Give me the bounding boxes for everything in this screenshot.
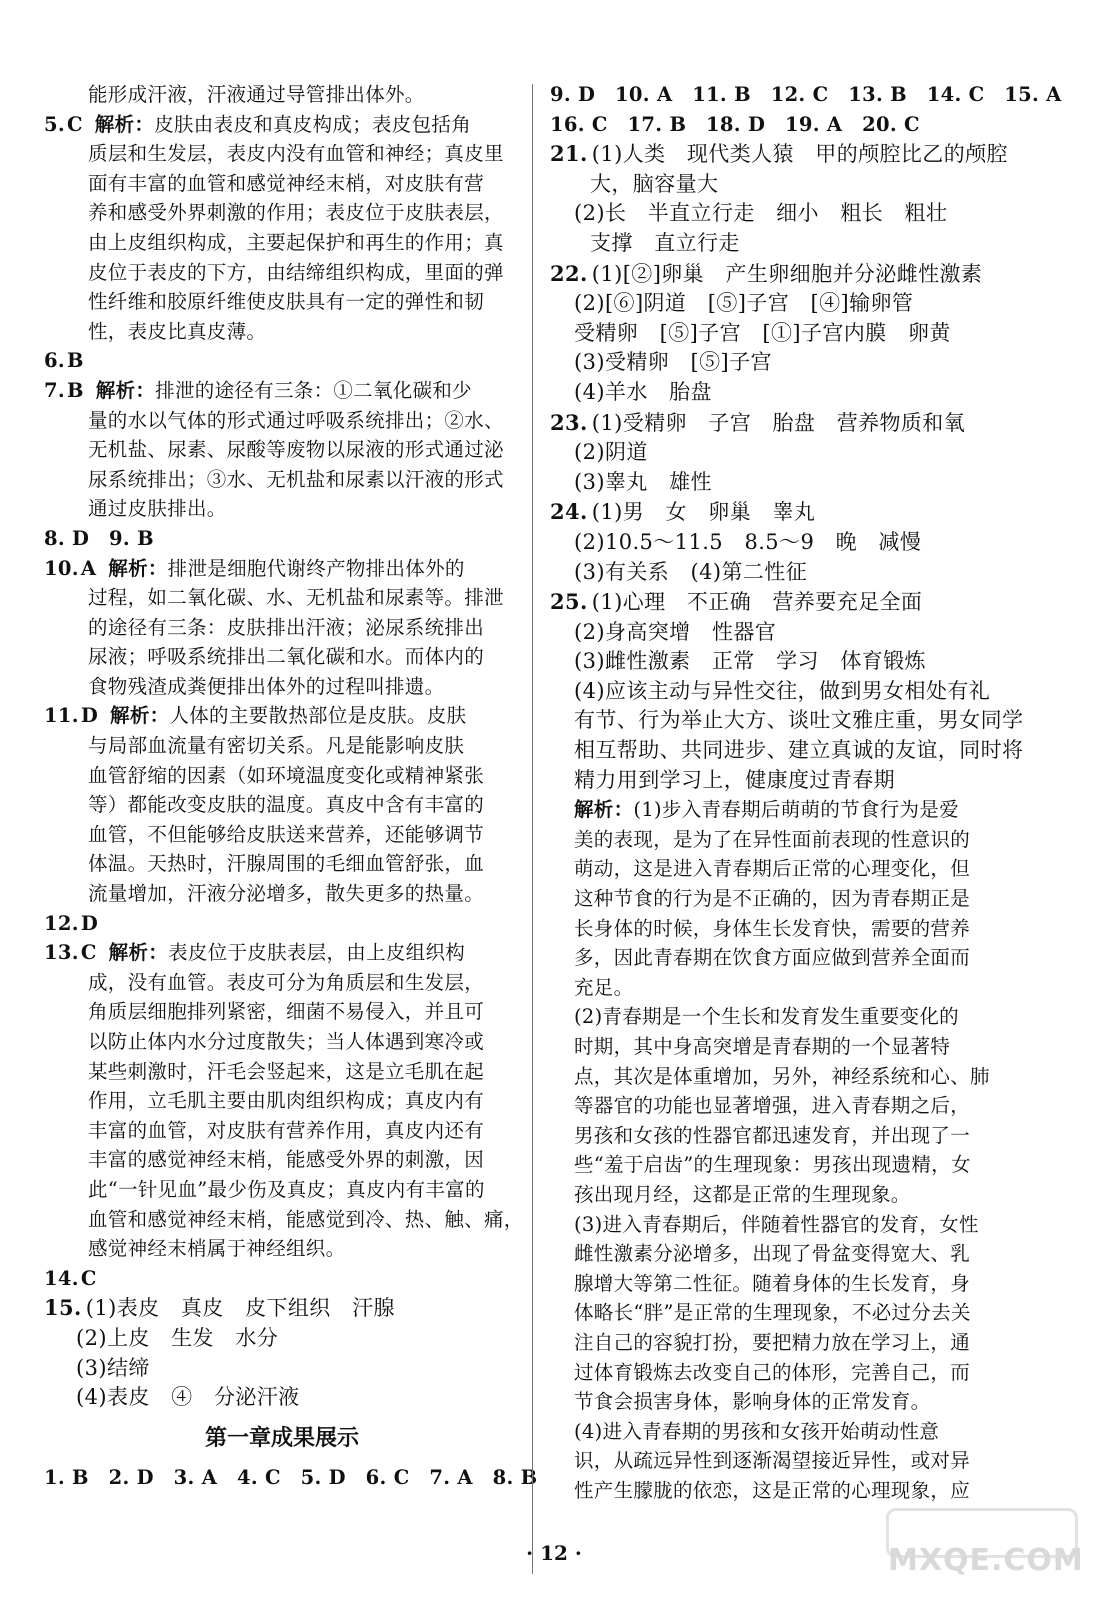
text-line <box>44 524 520 554</box>
analysis-label: 解析： <box>574 798 634 822</box>
line-text: (1)表皮 真皮 皮下组织 汗腺 <box>85 1296 395 1321</box>
text-line <box>550 1210 1070 1240</box>
text-line <box>44 80 520 110</box>
line-text: (1)受精卵 子宫 胎盘 营养物质和氧 <box>591 410 966 435</box>
text-line <box>550 348 1070 378</box>
text-line <box>44 228 520 258</box>
line-text: 时期，其中身高突增是青春期的一个显著特 <box>574 1035 951 1058</box>
line-text: 性，表皮比真皮薄。 <box>88 319 267 343</box>
text-line <box>44 1264 520 1294</box>
text-line <box>550 1121 1070 1151</box>
line-text: (2)青春期是一个生长和发育发生重要变化的 <box>574 1005 959 1029</box>
text-line <box>550 1032 1070 1062</box>
line-text: 血管和感觉神经末梢，能感觉到冷、热、触、痛， <box>88 1207 524 1231</box>
text-line <box>44 554 520 584</box>
question-number: 13. <box>44 941 79 965</box>
line-text: 充足。 <box>574 975 634 999</box>
line-text: 些“羞于启齿”的生理现象：男孩出现遗精，女 <box>574 1153 971 1177</box>
text-line <box>550 229 1070 259</box>
line-text: 某些刺激时，汗毛会竖起来，这是立毛肌在起 <box>88 1059 485 1083</box>
answer-letter: B <box>66 378 84 402</box>
text-line <box>550 1328 1070 1358</box>
line-text: (2)[⑥]阴道 [⑤]子宫 [④]输卵管 <box>574 291 914 316</box>
line-text: (3)结缔 <box>76 1355 150 1380</box>
line-text: 角质层细胞排列紧密，细菌不易侵入，并且可 <box>88 1000 485 1024</box>
line-text: 面有丰富的血管和感觉神经末梢，对皮肤有营 <box>88 171 485 195</box>
line-text: 注自己的容貌打扮，要把精力放在学习上，通 <box>574 1330 971 1354</box>
text-line <box>550 408 1070 439</box>
text-line <box>550 587 1070 618</box>
line-text: (1)男 女 卵巢 睾丸 <box>591 500 816 525</box>
text-line <box>550 1298 1070 1328</box>
line-text: 长身体的时候，身体生长发育快，需要的营养 <box>574 916 971 940</box>
text-line <box>44 494 520 524</box>
text-line <box>550 1062 1070 1092</box>
line-text: 相互帮助、共同进步、建立真诚的友谊，同时将 <box>574 738 1024 763</box>
text-line <box>550 139 1070 170</box>
line-text: 血管舒缩的因素（如环境温度变化或精神紧张 <box>88 763 485 787</box>
text-line <box>44 287 520 317</box>
text-line <box>550 80 1070 110</box>
text-line <box>44 583 520 613</box>
line-text: 皮肤由表皮和真皮构成；表皮包括角 <box>154 112 472 136</box>
line-text: 性纤维和胶原纤维使皮肤具有一定的弹性和韧 <box>88 290 485 314</box>
question-number: 22. <box>550 260 588 286</box>
text-line <box>550 1358 1070 1388</box>
line-text: 流量增加，汗液分泌增多，散失更多的热量。 <box>88 882 485 906</box>
text-line <box>550 438 1070 468</box>
question-number: 15. <box>44 1295 82 1321</box>
line-text: 等器官的功能也显著增强，进入青春期之后， <box>574 1094 971 1118</box>
line-text: 雌性激素分泌增多，出现了骨盆变得宽大、乳 <box>574 1242 971 1266</box>
text-line <box>44 790 520 820</box>
text-line <box>550 468 1070 498</box>
line-text: 排泄的途径有三条：①二氧化碳和少 <box>155 378 472 402</box>
text-line <box>550 528 1070 558</box>
answer-letter: C <box>80 941 97 965</box>
line-text: (4)进入青春期的男孩和女孩开始萌动性意 <box>574 1419 940 1443</box>
line-text: 质层和生发层，表皮内没有血管和神经；真皮里 <box>88 142 504 166</box>
line-text: (3)雌性激素 正常 学习 体育锻炼 <box>574 649 926 674</box>
text-line <box>44 1145 520 1175</box>
text-line <box>44 435 520 465</box>
line-text: (2)10.5～11.5 8.5～9 晚 减慢 <box>574 529 922 554</box>
text-line <box>44 849 520 879</box>
question-number: 25. <box>550 589 588 615</box>
text-line <box>550 736 1070 766</box>
text-line <box>44 110 520 140</box>
analysis-label: 解析： <box>94 112 155 136</box>
text-line <box>550 1150 1070 1180</box>
text-line <box>44 1027 520 1057</box>
line-text: 食物残渣成粪便排出体外的过程叫排遗。 <box>88 674 445 698</box>
text-line <box>44 1234 520 1264</box>
line-text: (3)有关系 (4)第二性征 <box>574 559 808 584</box>
line-text: 9. D 10. A 11. B 12. C 13. B 14. C 15. A <box>550 83 1062 106</box>
answer-key-line: 1. B 2. D 3. A 4. C 5. D 6. C 7. A 8. B <box>44 1465 538 1489</box>
line-text: 人体的主要散热部位是皮肤。皮肤 <box>169 704 467 728</box>
text-line <box>550 677 1070 707</box>
analysis-label: 解析： <box>108 556 168 580</box>
line-text: 养和感受外界刺激的作用；表皮位于皮肤表层， <box>88 201 504 225</box>
text-line <box>550 1387 1070 1417</box>
analysis-label: 解析： <box>110 704 170 728</box>
line-text: (4)表皮 ④ 分泌汗液 <box>76 1385 300 1410</box>
text-line <box>44 465 520 495</box>
text-line <box>550 1269 1070 1299</box>
text-line <box>550 854 1070 884</box>
line-text: (2)身高突增 性器官 <box>574 619 777 644</box>
line-text: 的途径有三条：皮肤排出汗液；泌尿系统排出 <box>88 615 485 639</box>
text-line <box>550 497 1070 528</box>
text-line <box>44 1116 520 1146</box>
line-text: (1)人类 现代类人猿 甲的颅腔比乙的颅腔 <box>591 142 1008 167</box>
text-line <box>44 1205 524 1235</box>
question-number: 21. <box>550 141 588 167</box>
line-text: 16. C 17. B 18. D 19. A 20. C <box>550 112 920 136</box>
text-line <box>550 378 1070 408</box>
page-number: · 12 · <box>526 1541 582 1565</box>
left-column <box>44 80 538 1492</box>
text-line <box>44 346 520 376</box>
line-text: (1)[②]卵巢 产生卵细胞并分泌雌性激素 <box>591 261 983 286</box>
line-text: 大，脑容量大 <box>590 171 719 196</box>
text-line <box>44 1293 520 1324</box>
question-number: 7. <box>44 378 65 402</box>
text-line <box>44 613 520 643</box>
line-text: 此“一针见血”最少伤及真皮；真皮内有丰富的 <box>88 1177 485 1201</box>
text-line <box>44 968 520 998</box>
line-text: 男孩和女孩的性器官都迅速发育，并出现了一 <box>574 1123 971 1147</box>
section-heading: 第一章成果展示 <box>204 1425 359 1451</box>
line-text: 作用，立毛肌主要由肌肉组织构成；真皮内有 <box>88 1089 485 1113</box>
line-text: (3)受精卵 [⑤]子宫 <box>574 350 772 375</box>
text-line <box>44 169 520 199</box>
text-line <box>44 672 520 702</box>
line-text: 体略长“胖”是正常的生理现象，不必过分去关 <box>574 1301 971 1325</box>
text-line <box>44 376 520 406</box>
question-number: 23. <box>550 409 588 435</box>
text-line <box>550 1002 1070 1032</box>
line-text: 腺增大等第二性征。随着身体的生长发育，身 <box>574 1271 971 1295</box>
text-line <box>44 1354 520 1384</box>
text-line <box>550 1417 1070 1447</box>
line-text: 丰富的感觉神经末梢，能感受外界的刺激，因 <box>88 1148 485 1172</box>
line-text: 性产生朦胧的依恋，这是正常的心理现象，应 <box>574 1478 971 1502</box>
text-line <box>44 761 520 791</box>
text-line <box>44 879 520 909</box>
line-text: 孩出现月经，这都是正常的生理现象。 <box>574 1182 911 1206</box>
line-text: 有节、行为举止大方、谈吐文雅庄重，男女同学 <box>574 708 1024 733</box>
line-text: 节食会损害身体，影响身体的正常发育。 <box>574 1390 931 1414</box>
text-line <box>550 884 1070 914</box>
text-line <box>44 1324 520 1354</box>
line-text: 点，其次是体重增加，另外，神经系统和心、肺 <box>574 1064 990 1088</box>
answer-letter: D <box>80 704 99 728</box>
line-text: 美的表现，是为了在异性面前表现的性意识的 <box>574 827 971 851</box>
text-line <box>550 1239 1070 1269</box>
answer-letter: C <box>80 1266 97 1290</box>
line-text: 丰富的血管，对皮肤有营养作用，真皮内还有 <box>88 1118 485 1142</box>
line-text: 以防止体内水分过度散失；当人体遇到寒冷或 <box>88 1030 485 1053</box>
text-line <box>550 914 1070 944</box>
line-text: (1)步入青春期后萌萌的节食行为是爱 <box>633 798 959 822</box>
line-text: 量的水以气体的形式通过呼吸系统排出；②水、 <box>88 408 504 432</box>
text-line <box>44 1175 520 1205</box>
text-line <box>550 647 1070 677</box>
line-text: (4)羊水 胎盘 <box>574 379 712 404</box>
line-text: 8. D 9. B <box>44 526 154 550</box>
line-text: 这种节食的行为是不正确的，因为青春期正是 <box>574 887 971 911</box>
answer-letter: B <box>66 349 84 373</box>
line-text: 识，从疏远异性到逐渐渴望接近异性，或对异 <box>574 1449 971 1473</box>
text-line <box>44 909 520 939</box>
text-line <box>44 820 520 850</box>
line-text: (1)心理 不正确 营养要充足全面 <box>591 590 923 615</box>
text-line <box>550 795 1070 825</box>
answer-letter: C <box>66 112 83 136</box>
question-number: 11. <box>44 704 79 728</box>
text-line <box>44 731 520 761</box>
line-text: 尿系统排出；③水、无机盐和尿素以汗液的形式 <box>88 467 504 491</box>
line-text: 排泄是细胞代谢终产物排出体外的 <box>167 556 465 580</box>
column-divider <box>532 84 533 1574</box>
text-line <box>44 701 520 731</box>
line-text: (2)长 半直立行走 细小 粗长 粗壮 <box>574 201 948 226</box>
line-text: 多，因此青春期在饮食方面应做到营养全面而 <box>574 946 971 970</box>
line-text: 感觉神经末梢属于神经组织。 <box>88 1237 346 1261</box>
line-text: 尿液；呼吸系统排出二氧化碳和水。而体内的 <box>88 645 485 669</box>
line-text: (2)阴道 <box>574 440 648 465</box>
text-line <box>44 1057 520 1087</box>
line-text: 精力用到学习上，健康度过青春期 <box>574 767 895 792</box>
line-text: 皮位于表皮的下方，由结缔组织构成，里面的弹 <box>88 260 504 284</box>
text-line <box>550 170 1070 200</box>
line-text: (2)上皮 生发 水分 <box>76 1325 279 1350</box>
text-line <box>44 642 520 672</box>
line-text: 受精卵 [⑤]子宫 [①]子宫内膜 卵黄 <box>574 320 951 345</box>
text-line <box>550 110 1070 140</box>
text-line <box>550 1180 1070 1210</box>
line-text: 与局部血流量有密切关系。凡是能影响皮肤 <box>88 734 465 758</box>
text-line <box>550 706 1070 736</box>
answer-letter: D <box>80 911 99 935</box>
line-text: (3)睾丸 雄性 <box>574 469 712 494</box>
question-number: 24. <box>550 499 588 525</box>
line-text: 通过皮肤排出。 <box>88 497 227 521</box>
question-number: 6. <box>44 349 65 373</box>
analysis-label: 解析： <box>95 378 156 402</box>
text-line <box>550 943 1070 973</box>
text-line <box>44 258 520 288</box>
text-line <box>550 289 1070 319</box>
text-line <box>44 198 520 228</box>
text-line <box>44 997 520 1027</box>
line-text: 成，没有血管。表皮可分为角质层和生发层， <box>88 970 485 994</box>
text-line <box>550 825 1070 855</box>
text-line <box>44 317 520 347</box>
line-text: 体温。天热时，汗腺周围的毛细血管舒张，血 <box>88 852 485 876</box>
right-column <box>550 80 1070 1506</box>
line-text: 支撑 直立行走 <box>590 230 740 255</box>
line-text: 由上皮组织构成，主要起保护和再生的作用；真 <box>88 230 504 254</box>
question-number: 5. <box>44 112 65 136</box>
text-line <box>550 558 1070 588</box>
watermark-text: MXQE.COM <box>888 1543 1084 1578</box>
line-text: 血管，不但能够给皮肤送来营养，还能够调节 <box>88 822 485 846</box>
line-text: 等）都能改变皮肤的温度。真皮中含有丰富的 <box>88 793 485 817</box>
text-line <box>550 1476 1070 1506</box>
line-text: 萌动，这是进入青春期后正常的心理变化，但 <box>574 857 971 881</box>
line-text: (4)应该主动与异性交往，做到男女相处有礼 <box>574 678 991 703</box>
text-line <box>550 199 1070 229</box>
text-line <box>550 618 1070 648</box>
text-line <box>550 766 1070 796</box>
text-line <box>550 1446 1070 1476</box>
watermark-logo <box>880 1508 1084 1586</box>
question-number: 12. <box>44 911 79 935</box>
text-line <box>550 319 1070 349</box>
text-line <box>550 259 1070 290</box>
line-text: 无机盐、尿素、尿酸等废物以尿液的形式通过泌 <box>88 438 504 462</box>
answer-letter: A <box>80 556 97 580</box>
text-line <box>44 938 520 968</box>
line-text: 表皮位于皮肤表层，由上皮组织构 <box>168 941 466 965</box>
text-line <box>44 1086 520 1116</box>
text-line <box>44 406 520 436</box>
analysis-label: 解析： <box>108 941 169 965</box>
text-line <box>44 1383 520 1413</box>
question-number: 10. <box>44 556 79 580</box>
line-text: (3)进入青春期后，伴随着性器官的发育，女性 <box>574 1212 979 1236</box>
text-line <box>550 1091 1070 1121</box>
line-text: 过程，如二氧化碳、水、无机盐和尿素等。排泄 <box>88 586 504 610</box>
text-line <box>550 973 1070 1003</box>
line-text: 能形成汗液，汗液通过导管排出体外。 <box>88 83 425 106</box>
question-number: 14. <box>44 1266 79 1290</box>
line-text: 过体育锻炼去改变自己的体形，完善自己，而 <box>574 1360 971 1384</box>
text-line <box>44 139 520 169</box>
